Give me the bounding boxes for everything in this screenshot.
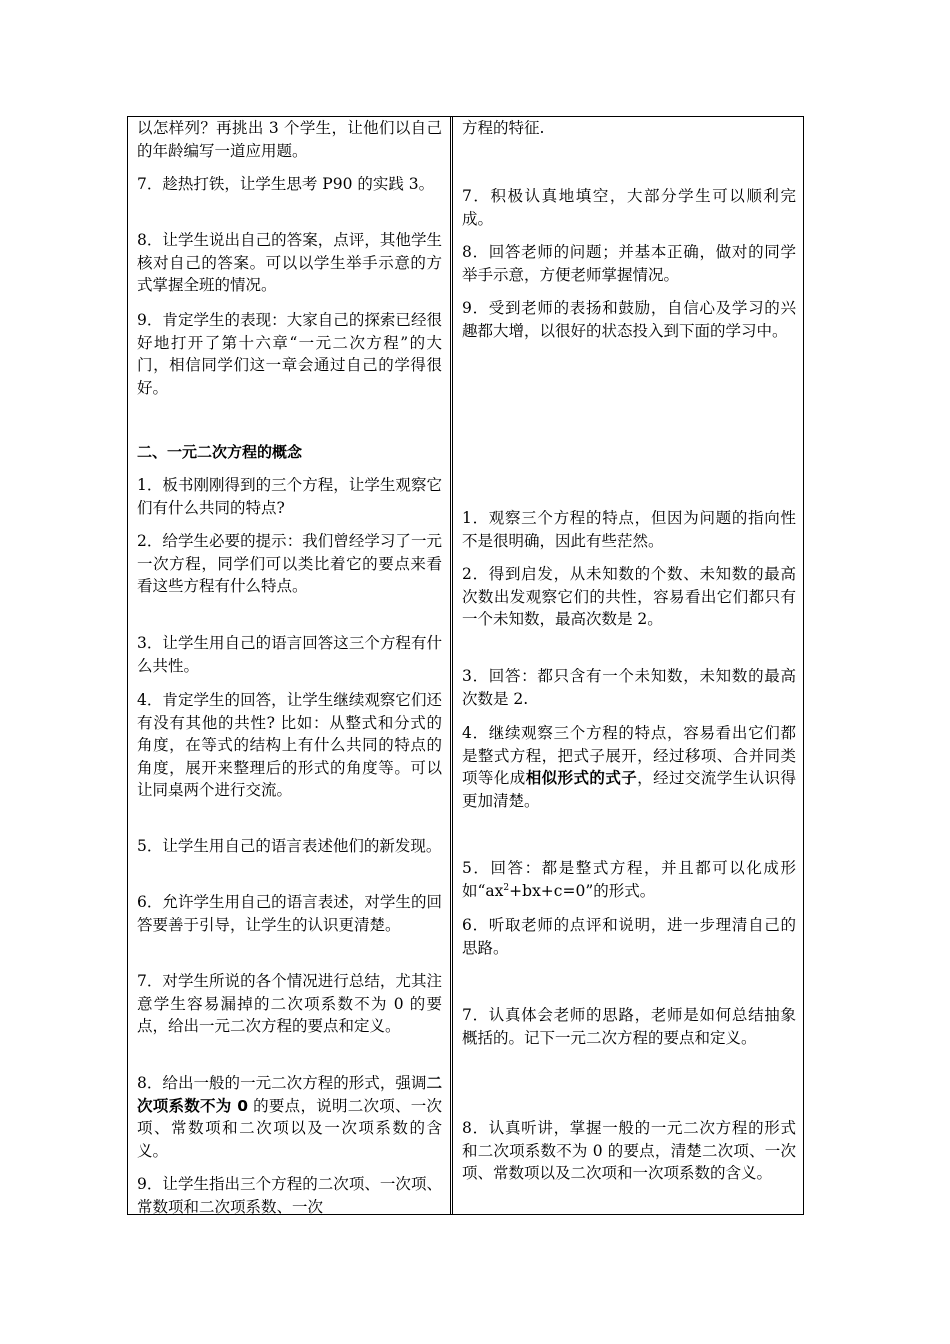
step-4-text: 4．继续观察三个方程的特点，容易看出它们都是整式方程，把式子展开，经过移项、合并同类项等化成: [462, 724, 796, 787]
student-concept-step-2: 2．得到启发，从未知数的个数、未知数的最高次数出发观察它们的共性，容易看出它们都只有一个未知数，最高次数是 2。: [462, 565, 796, 628]
teacher-step-continued: 以怎样列？再挑出 3 个学生，让他们以自己的年龄编写一道应用题。: [137, 119, 442, 160]
step-8-text-end: 的要点，说明二次项、一次项、常数项和二次项以及一次项系数的含义。: [137, 1096, 442, 1160]
student-concept-step-6: 6．听取老师的点评和说明，进一步理清自己的思路。: [462, 916, 796, 957]
teacher-step-9: 9．肯定学生的表现：大家自己的探索已经很好地打开了第十六章“一元二次方程”的大门，相信同学们这一章会通过自己的学得很好。: [137, 311, 442, 397]
step-4-text-end: ，经过交流学生认识得更加清楚。: [462, 769, 796, 810]
step-4-emphasis: 相似形式的式子: [525, 769, 638, 787]
teacher-concept-step-1: 1．板书刚刚得到的三个方程，让学生观察它们有什么共同的特点?: [137, 476, 442, 517]
student-concept-step-5: [462, 857, 796, 902]
student-concept-step-3: 3．回答：都只含有一个未知数，未知数的最高次数是 2.: [462, 667, 796, 708]
step-5-text-end: +bx+c=0”的形式。: [509, 881, 656, 900]
section-heading: 二、一元二次方程的概念: [137, 443, 303, 461]
teacher-activity-column: [128, 117, 450, 1214]
student-activity-column: [453, 117, 804, 1214]
student-concept-step-1: 1．观察三个方程的特点，但因为问题的指向性不是很明确，因此有些茫然。: [462, 509, 796, 550]
teacher-concept-step-7: 7．对学生所说的各个情况进行总结，尤其注意学生容易漏掉的二次项系数不为 0 的要点，给出一元二次方程的要点和定义。: [137, 972, 442, 1035]
teacher-concept-step-8: [137, 1072, 442, 1162]
teacher-step-7: 7．趁热打铁，让学生思考 P90 的实践 3。: [137, 175, 435, 193]
student-concept-step-8: 8．认真听讲，掌握一般的一元二次方程的形式和二次项系数不为 0 的要点，清楚二次项、一次项、常数项以及二次项和一次项系数的含义。: [462, 1119, 796, 1182]
student-step-continued: 方程的特征.: [462, 119, 545, 137]
lesson-table: [127, 116, 804, 1215]
student-step-8: 8．回答老师的问题；并基本正确，做对的同学举手示意，方便老师掌握情况。: [462, 243, 796, 284]
teacher-concept-step-6: 6．允许学生用自己的语言表述，对学生的回答要善于引导，让学生的认识更清楚。: [137, 893, 442, 934]
teacher-concept-step-5: 5．让学生用自己的语言表述他们的新发现。: [137, 837, 442, 855]
teacher-concept-step-9: 9．让学生指出三个方程的二次项、一次项、常数项和二次项系数、一次: [137, 1175, 442, 1216]
teacher-concept-step-2: 2．给学生必要的提示：我们曾经学习了一元一次方程，同学们可以类比着它的要点来看看这些方程有什么特点。: [137, 532, 442, 595]
step-8-text: 8．给出一般的一元二次方程的形式，强调: [137, 1074, 427, 1092]
step-5-superscript: 2: [503, 882, 510, 893]
teacher-concept-step-4: 4．肯定学生的回答，让学生继续观察它们还有没有其他的共性? 比如：从整式和分式的角度，在等式的结构上有什么共同的特点的角度，展开来整理后的形式的角度等。可以让同桌两个进行交流。: [137, 691, 442, 799]
teacher-step-8: 8．让学生说出自己的答案，点评，其他学生核对自己的答案。可以以学生举手示意的方式掌握全班的情况。: [137, 231, 442, 294]
student-step-7: 7．积极认真地填空，大部分学生可以顺利完成。: [462, 187, 796, 228]
step-5-text: 5．回答：都是整式方程，并且都可以化成形如“ax: [462, 859, 796, 900]
step-8-emphasis: 二次项系数不为 0: [137, 1074, 442, 1115]
student-concept-step-4: [462, 722, 796, 812]
student-concept-step-7: 7．认真体会老师的思路，老师是如何总结抽象概括的。记下一元二次方程的要点和定义。: [462, 1006, 796, 1047]
teacher-concept-step-3: 3．让学生用自己的语言回答这三个方程有什么共性。: [137, 634, 442, 675]
student-step-9: 9．受到老师的表扬和鼓励，自信心及学习的兴趣都大增，以很好的状态投入到下面的学习中。: [462, 299, 796, 340]
